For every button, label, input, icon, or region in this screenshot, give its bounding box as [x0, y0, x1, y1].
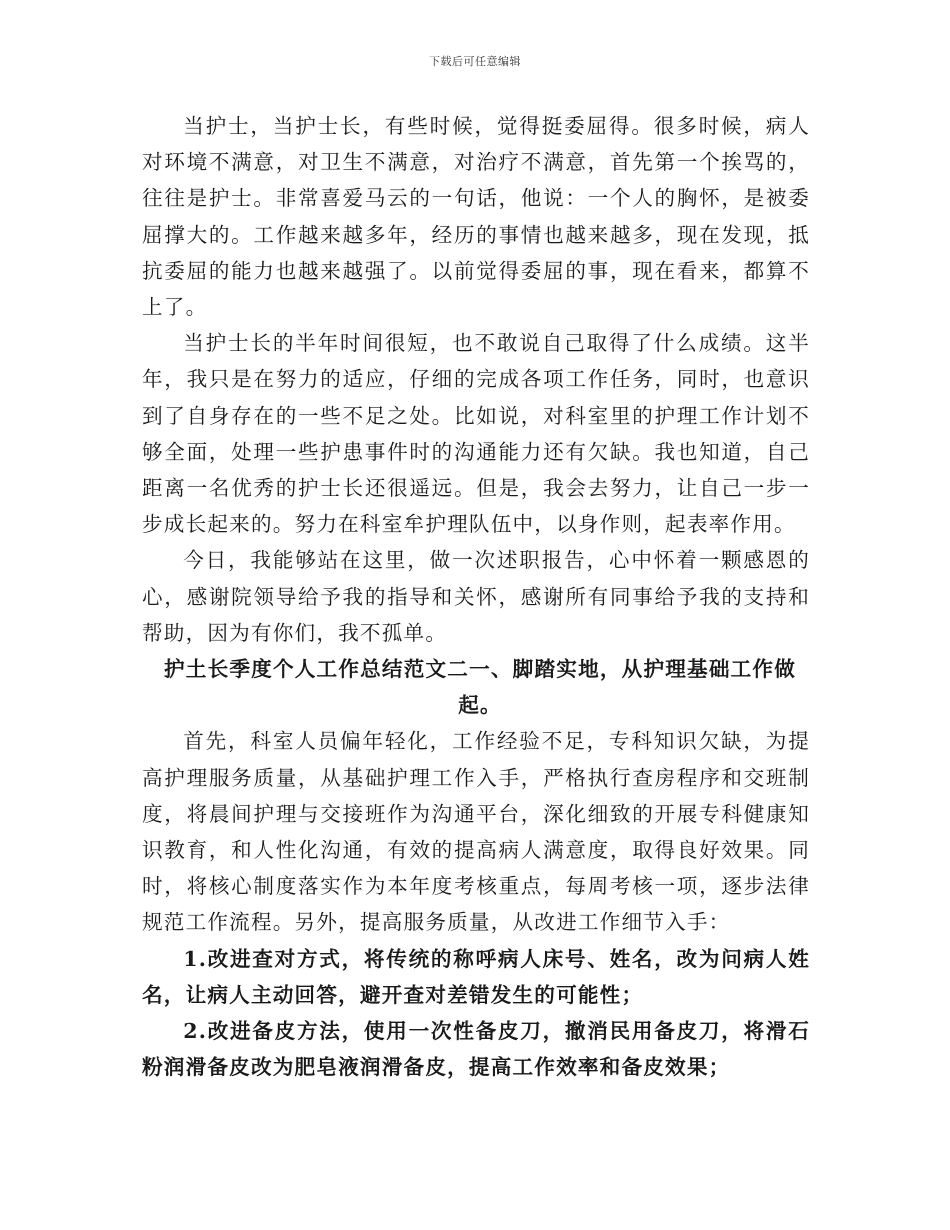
section-heading: 护土长季度个人工作总结范文二一、脚踏实地，从护理基础工作做起。 [163, 657, 796, 718]
page-header: 下载后可任意编辑 [429, 55, 521, 68]
document-body [142, 108, 810, 1085]
list-item-skin-prep: 2.改进备皮方法，使用一次性备皮刀，撤消民用备皮刀，将滑石粉润滑备皮改为肥皂液润滑备皮，提高工作效率和备皮效果； [142, 1019, 810, 1080]
paragraph-basic-nursing: 首先，科室人员偏年轻化，工作经验不足，专科知识欠缺，为提高护理服务质量，从基础护理工作入手，严格执行查房程序和交班制度，将晨间护理与交接班作为沟通平台，深化细致的开展专科健康知识教育，和人性化沟通，有效的提高病人满意度，取得良好效果。同时，将核心制度落实作为本年度考核重点，每周考核一项，逐步法律规范工作流程。另外，提高服务质量，从改进工作细节入手： [142, 729, 810, 935]
paragraph-gratitude: 今日，我能够站在这里，做一次述职报告，心中怀着一颗感恩的心，感谢院领导给予我的指导和关怀，感谢所有同事给予我的支持和帮助，因为有你们，我不孤单。 [142, 548, 810, 645]
paragraph-half-year: 当护士长的半年时间很短，也不敢说自己取得了什么成绩。这半年，我只是在努力的适应，仔细的完成各项工作任务，同时，也意识到了自身存在的一些不足之处。比如说，对科室里的护理工作计划不够全面，处理一些护患事件时的沟通能力还有欠缺。我也知道，自己距离一名优秀的护士长还很遥远。但是，我会去努力，让自己一步一步成长起来的。努力在科室牟护理队伍中，以身作则，起表率作用。 [142, 331, 810, 537]
list-item-check-method: 1.改进查对方式，将传统的称呼病人床号、姓名，改为问病人姓名，让病人主动回答，避开查对差错发生的可能性； [142, 946, 810, 1007]
paragraph-grievance: 当护士，当护士长，有些时候，觉得挺委屈得。很多时候，病人对环境不满意，对卫生不满意，对治疗不满意，首先第一个挨骂的，往往是护士。非常喜爱马云的一句话，他说：一个人的胸怀，是被委屈撑大的。工作越来越多年，经历的事情也越来越多，现在发现，抵抗委屈的能力也越来越强了。以前觉得委屈的事，现在看来，都算不上了。 [142, 114, 810, 320]
